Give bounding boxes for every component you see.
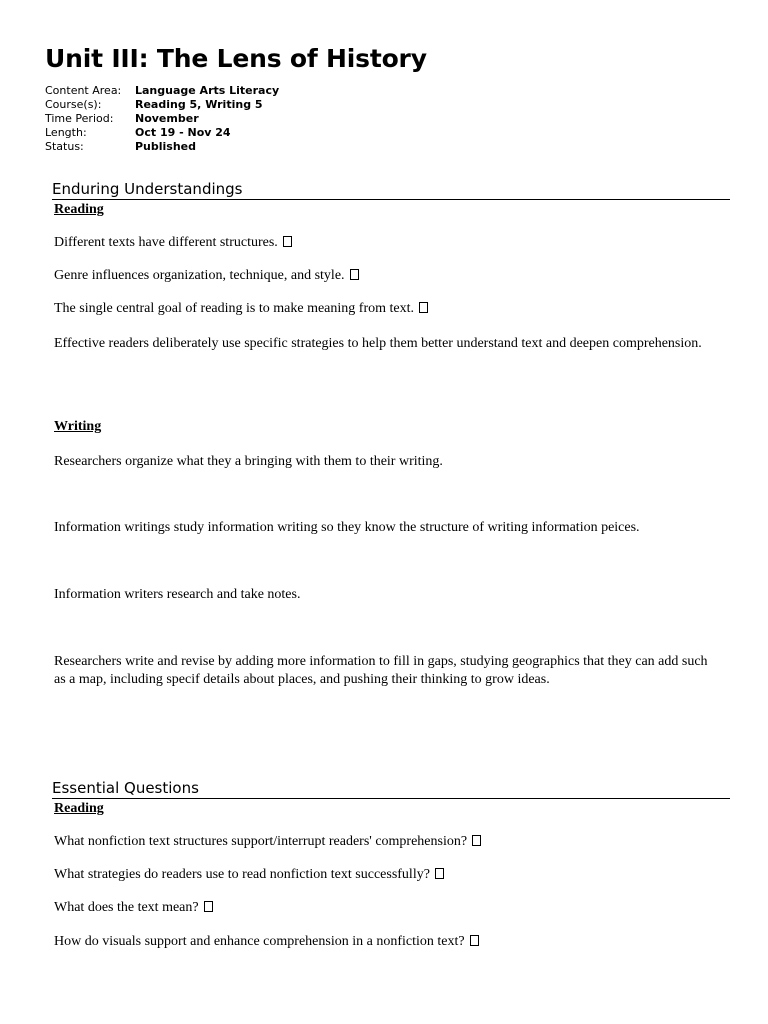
unit-title: Unit III: The Lens of History bbox=[45, 44, 427, 73]
understanding-item bbox=[54, 267, 719, 285]
missing-glyph-box-icon bbox=[350, 269, 359, 280]
understanding-item: Effective readers deliberately use specific strategies to help them better understand text and deepen comprehension. bbox=[54, 336, 702, 351]
missing-glyph-box-icon bbox=[470, 935, 479, 946]
understanding-text: Different texts have different structures. bbox=[54, 235, 278, 250]
missing-glyph-box-icon bbox=[204, 901, 213, 912]
writing-subheading: Writing bbox=[54, 419, 102, 434]
understanding-item: Information writings study information writing so they know the structure of writing information peices. bbox=[54, 520, 640, 535]
meta-label: Course(s): bbox=[45, 98, 102, 111]
meta-value: Oct 19 - Nov 24 bbox=[135, 126, 231, 139]
missing-glyph-box-icon bbox=[419, 302, 428, 313]
meta-row-status bbox=[45, 140, 279, 154]
understanding-item: Researchers write and revise by adding more information to fill in gaps, studying geographics that they can add such as a map, including specif details about places, and pushing their thinking to grow ideas. bbox=[54, 654, 708, 687]
meta-label: Length: bbox=[45, 126, 87, 139]
essential-questions-heading: Essential Questions bbox=[52, 779, 730, 799]
missing-glyph-box-icon bbox=[283, 236, 292, 247]
meta-value: November bbox=[135, 112, 199, 125]
understanding-item bbox=[54, 234, 719, 252]
reading-subheading: Reading bbox=[54, 801, 104, 816]
meta-row-time-period bbox=[45, 112, 279, 126]
meta-row-courses bbox=[45, 98, 279, 112]
meta-label: Content Area: bbox=[45, 84, 122, 97]
meta-label: Time Period: bbox=[45, 112, 114, 125]
meta-value: Published bbox=[135, 140, 197, 153]
meta-label: Status: bbox=[45, 140, 84, 153]
question-text: What nonfiction text structures support/interrupt readers' comprehension? bbox=[54, 834, 468, 849]
question-text: What strategies do readers use to read nonfiction text successfully? bbox=[54, 867, 430, 882]
reading-subheading: Reading bbox=[54, 202, 104, 217]
meta-value: Reading 5, Writing 5 bbox=[135, 98, 263, 111]
question-text: What does the text mean? bbox=[54, 900, 199, 915]
understanding-item bbox=[54, 300, 719, 318]
missing-glyph-box-icon bbox=[472, 835, 481, 846]
understanding-text: The single central goal of reading is to make meaning from text. bbox=[54, 301, 414, 316]
missing-glyph-box-icon bbox=[435, 868, 444, 879]
meta-value: Language Arts Literacy bbox=[135, 84, 280, 97]
unit-metadata bbox=[45, 84, 279, 154]
enduring-understandings-heading: Enduring Understandings bbox=[52, 180, 730, 200]
meta-row-content-area bbox=[45, 84, 279, 98]
understanding-item: Researchers organize what they a bringing with them to their writing. bbox=[54, 454, 443, 469]
question-item bbox=[54, 899, 719, 917]
understanding-text: Genre influences organization, technique, and style. bbox=[54, 268, 345, 283]
question-item bbox=[54, 833, 719, 851]
understanding-item: Information writers research and take notes. bbox=[54, 587, 301, 602]
meta-row-length bbox=[45, 126, 279, 140]
question-item bbox=[54, 866, 719, 884]
question-item bbox=[54, 933, 719, 951]
question-text: How do visuals support and enhance comprehension in a nonfiction text? bbox=[54, 934, 465, 949]
